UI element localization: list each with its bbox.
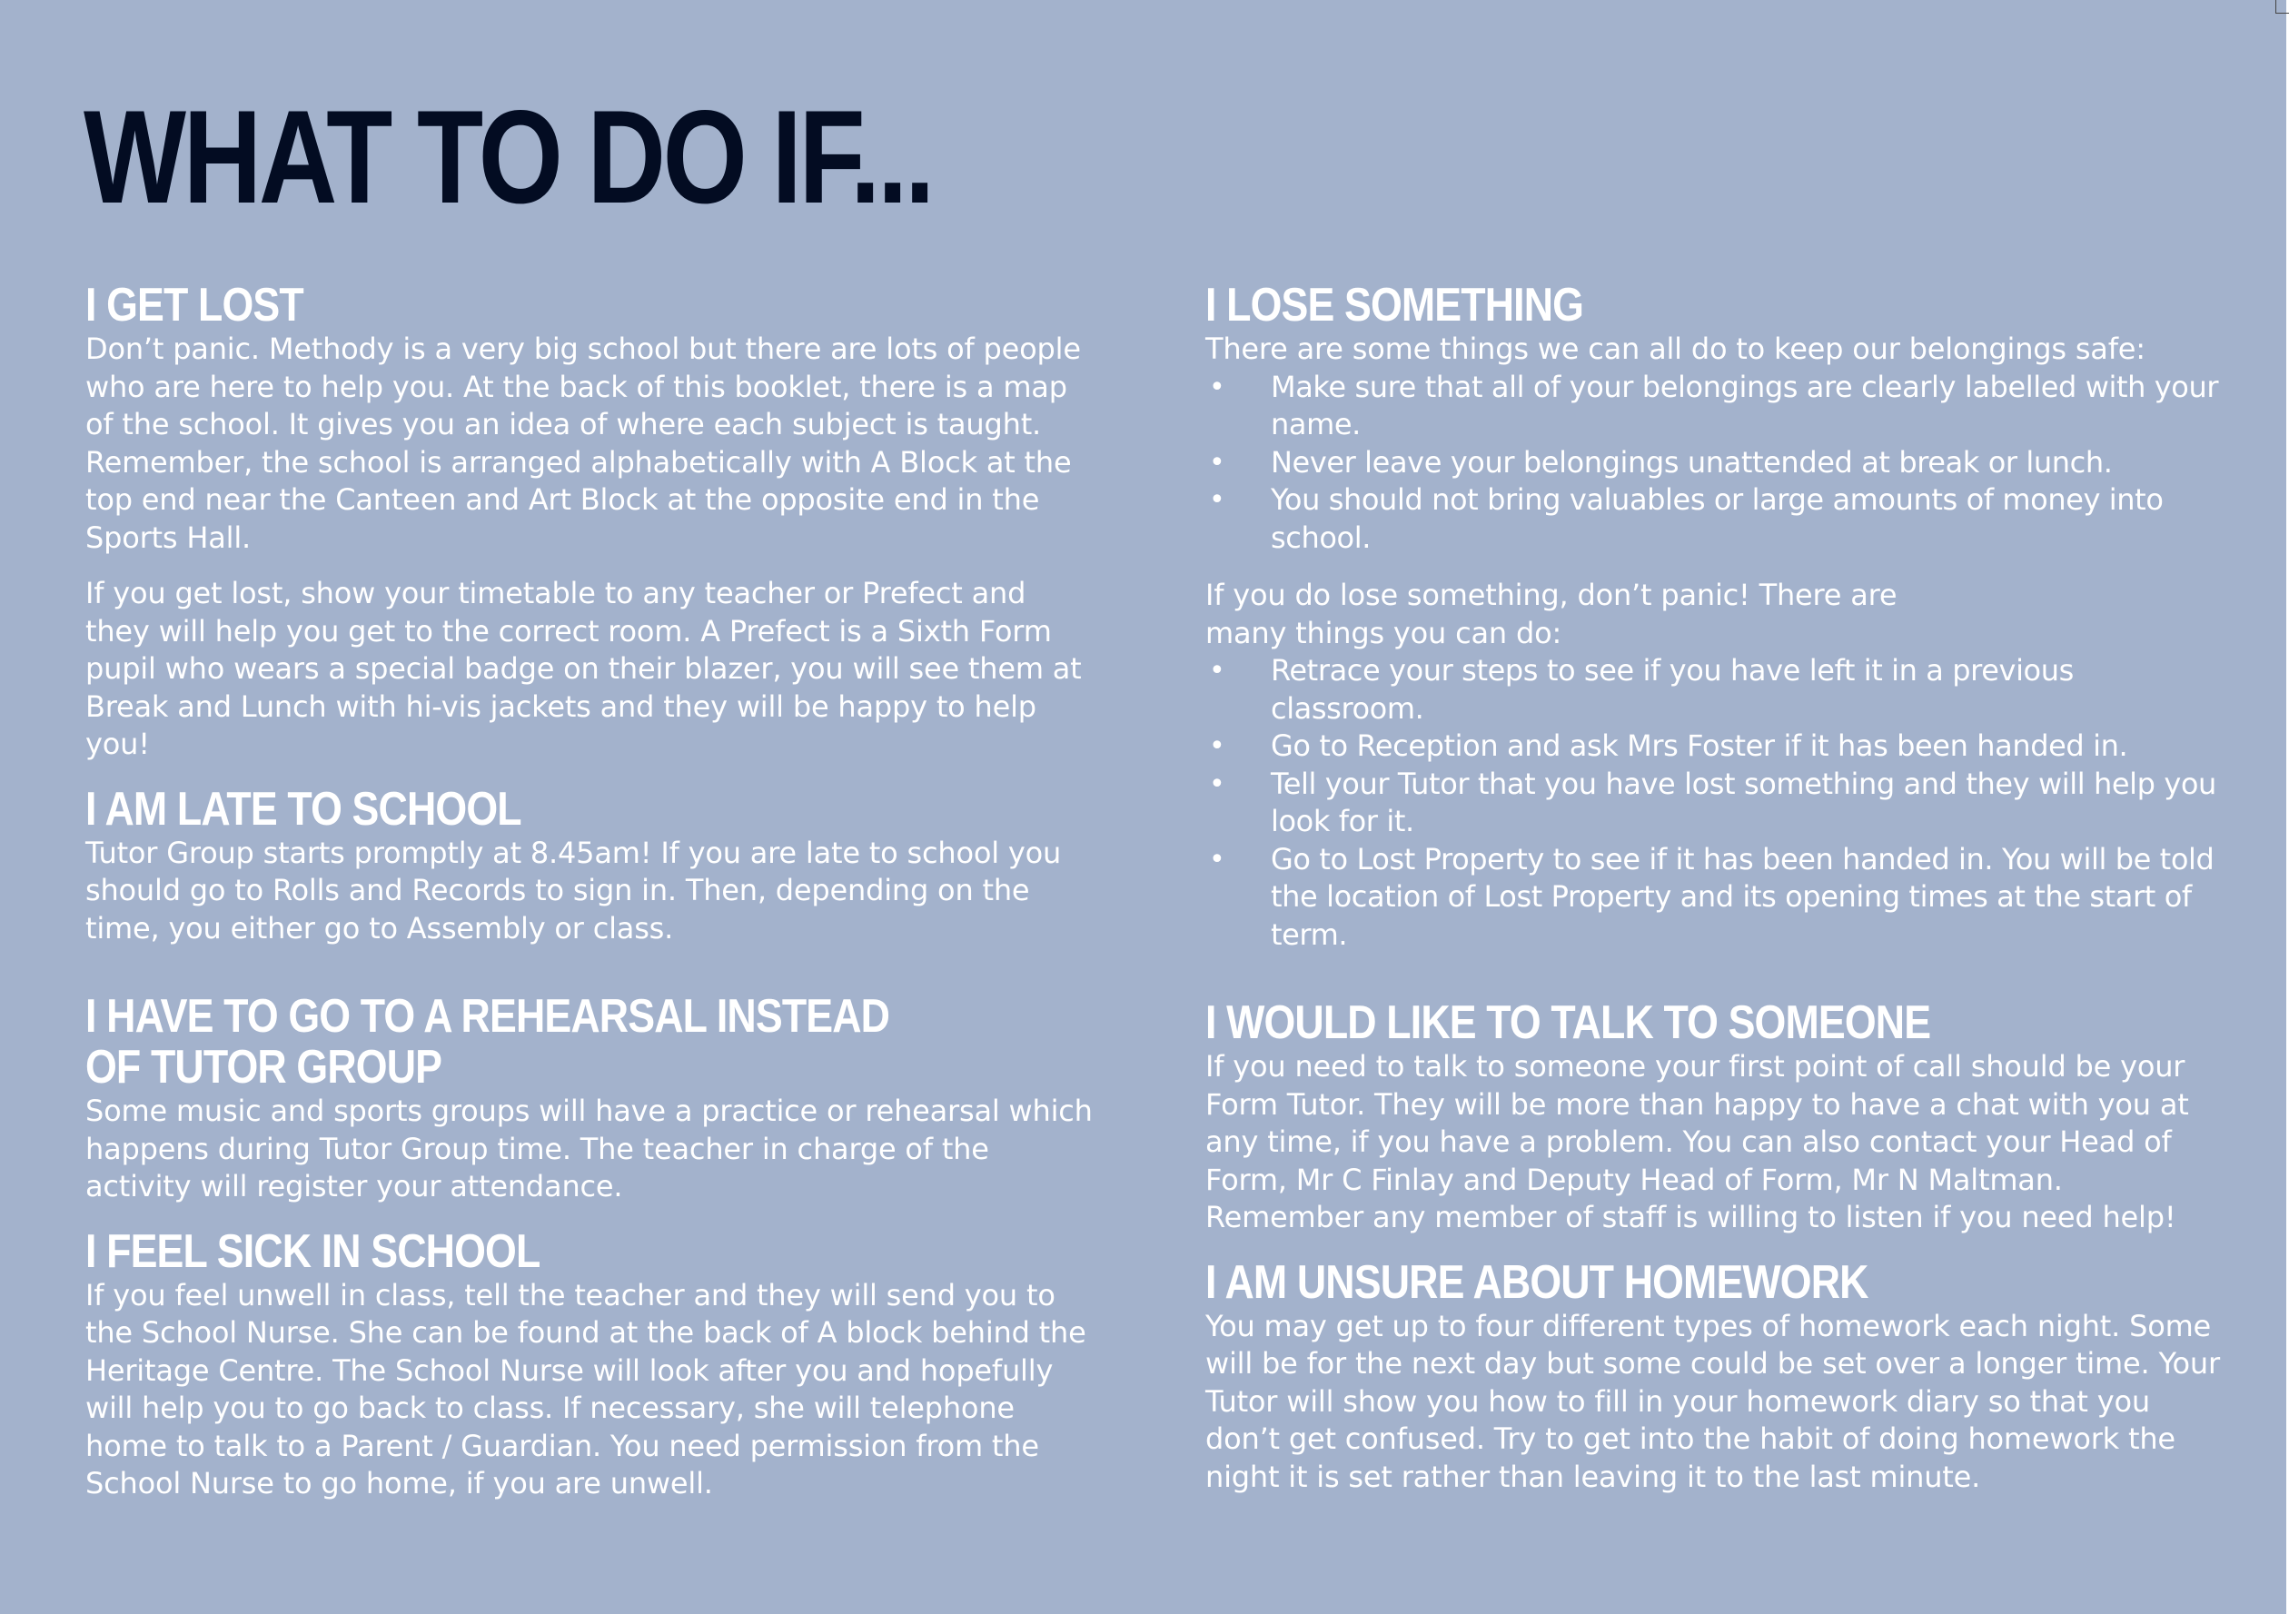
- list-item: • Never leave your belongings unattended at break or lunch.: [1205, 444, 2223, 482]
- section-heading: I AM UNSURE ABOUT HOMEWORK: [1205, 1255, 1868, 1309]
- section-heading: I HAVE TO GO TO A REHEARSAL INSTEAD: [85, 990, 890, 1043]
- section-heading: I GET LOST: [85, 279, 303, 332]
- section-get-lost: [85, 280, 1094, 764]
- bullet-icon: •: [1209, 730, 1225, 762]
- section-homework: [1205, 1257, 2223, 1497]
- list-item: • Go to Lost Property to see if it has been handed in. You will be told the location of Lost Property and its opening times at the start of term.: [1209, 841, 2215, 952]
- right-column: [1205, 280, 2223, 1496]
- list-item: • Retrace your steps to see if you have left it in a previous classroom.: [1209, 653, 2074, 726]
- section-paragraph: If you need to talk to someone your first point of call should be your Form Tutor. They will be more than happy to have a chat with you at any time, if you have a problem. You can also contact your Head of Form, Mr C Finlay and Deputy Head of Form, Mr N Maltman. Remember any member of staff is willing to listen if you need help!: [1205, 1049, 2189, 1234]
- section-heading: I WOULD LIKE TO TALK TO SOMEONE: [1205, 996, 1931, 1049]
- bullet-icon: •: [1209, 484, 1225, 516]
- left-column: [85, 280, 1094, 1503]
- section-paragraph: You may get up to four different types of homework each night. Some will be for the next day but some could be set over a longer time. Your Tutor will show you how to fill in your homework diary so that you don’t get confused. Try to get into the habit of doing homework the night it is set rather than leaving it to the last minute.: [1205, 1308, 2220, 1494]
- section-paragraph: If you do lose something, don’t panic! There are many things you can do:: [1205, 578, 1898, 650]
- section-feel-sick: [85, 1226, 1094, 1503]
- bullet-icon: •: [1209, 446, 1225, 479]
- crop-mark: [2275, 0, 2289, 14]
- section-heading: I FEEL SICK IN SCHOOL: [85, 1224, 540, 1278]
- list-item: • Go to Reception and ask Mrs Foster if it has been handed in.: [1205, 728, 2223, 766]
- bullet-icon: •: [1209, 655, 1225, 687]
- section-rehearsal: [85, 991, 1094, 1206]
- section-paragraph: Don’t panic. Methody is a very big school but there are lots of people who are here to help you. At the back of this booklet, there is a map of the school. It gives you an idea of where each subject is taught. Remember, the school is arranged alphabetically with A Block at the top end near the Canteen and Art Block at the opposite end in the Sports Hall.: [85, 332, 1081, 555]
- section-talk-to-someone: [1205, 997, 2223, 1237]
- bullet-icon: •: [1209, 371, 1225, 403]
- section-heading: OF TUTOR GROUP: [85, 1041, 442, 1094]
- section-paragraph: If you feel unwell in class, tell the teacher and they will send you to the School Nurse. She can be found at the back of A block behind the Heritage Centre. The School Nurse will look after you and hopefully will help you to go back to class. If necessary, she will telephone home to talk to a Parent / Guardian. You need permission from the School Nurse to go home, if you are unwell.: [85, 1277, 1086, 1500]
- section-late-to-school: [85, 784, 1094, 948]
- list-item: • Make sure that all of your belongings are clearly labelled with your name.: [1209, 369, 2219, 441]
- bullet-icon: •: [1209, 767, 1225, 800]
- section-paragraph: There are some things we can all do to keep our belongings safe:: [1205, 332, 2145, 366]
- bullet-icon: •: [1209, 843, 1225, 876]
- bullet-list: [1205, 369, 2223, 558]
- section-heading: I AM LATE TO SCHOOL: [85, 782, 521, 836]
- section-lose-something: [1205, 280, 2223, 954]
- section-heading: I LOSE SOMETHING: [1205, 279, 1584, 332]
- page-title: WHAT TO DO IF...: [84, 83, 933, 231]
- section-paragraph: If you get lost, show your timetable to any teacher or Prefect and they will help you get to the correct room. A Prefect is a Sixth Form pupil who wears a special badge on their blazer, you will see them at Break and Lunch with hi-vis jackets and they will be happy to help you!: [85, 576, 1082, 761]
- section-paragraph: Tutor Group starts promptly at 8.45am! If you are late to school you should go to Rolls and Records to sign in. Then, depending on the time, you either go to Assembly or class.: [85, 835, 1062, 946]
- list-item: • You should not bring valuables or large amounts of money into school.: [1209, 482, 2164, 555]
- bullet-list: [1205, 652, 2223, 954]
- page-edge-bottom: [0, 1614, 2289, 1624]
- list-item: • Tell your Tutor that you have lost something and they will help you look for it.: [1209, 766, 2216, 838]
- section-paragraph: Some music and sports groups will have a practice or rehearsal which happens during Tutor Group time. The teacher in charge of the activity will register your attendance.: [85, 1094, 1093, 1203]
